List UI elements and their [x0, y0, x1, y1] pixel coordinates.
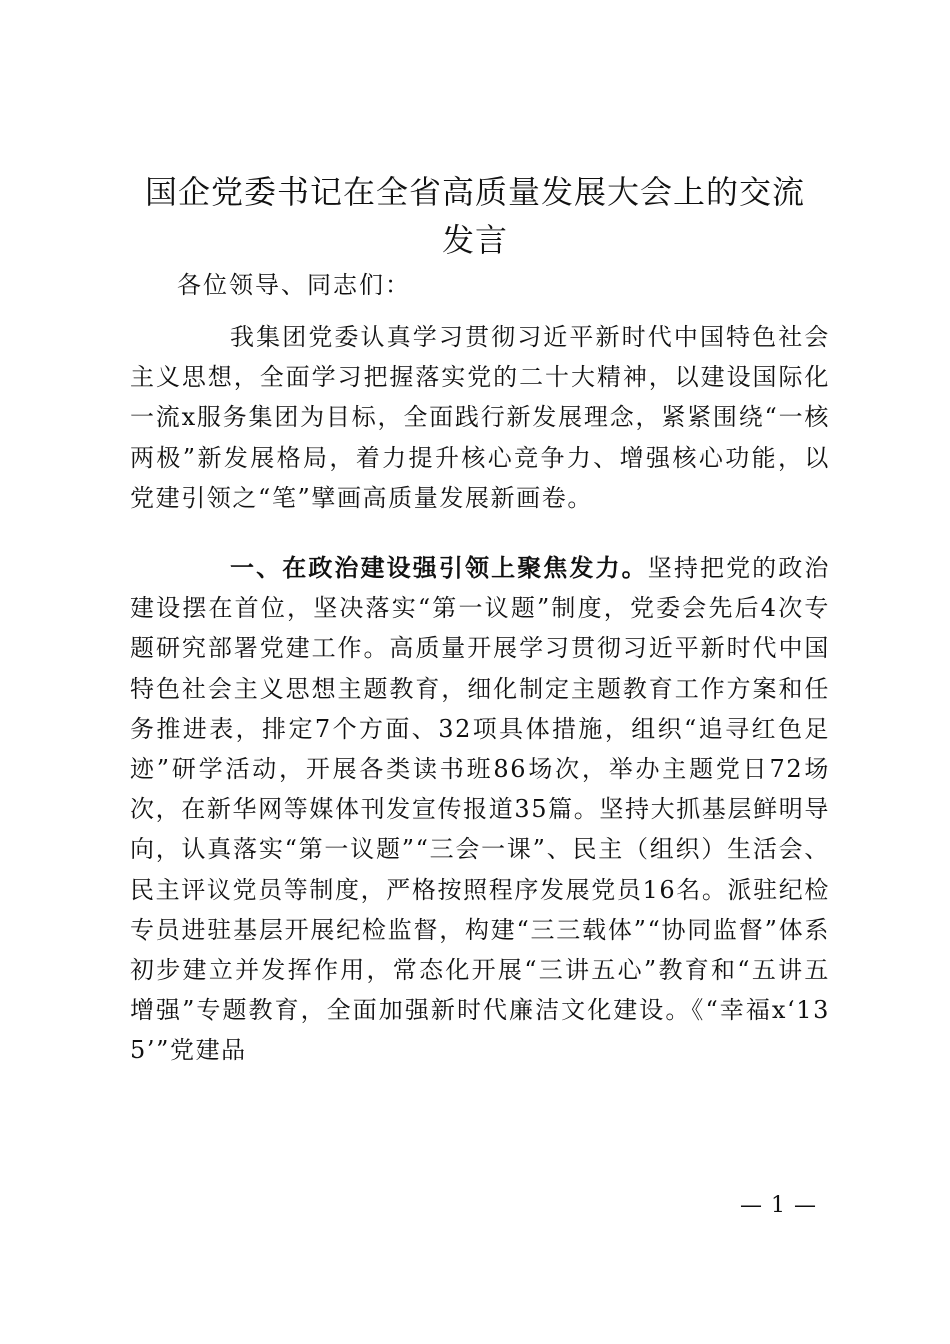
title-line-1: 国企党委书记在全省高质量发展大会上的交流 — [144, 173, 805, 211]
section-1-body: 坚持把党的政治建设摆在首位，坚决落实“第一议题”制度，党委会先后4次专题研究部署党建工作。高质量开展学习贯彻习近平新时代中国特色社会主义思想主题教育，细化制定主题教育工作方案和任务推进表，排定7个方面、32项具体措施，组织“追寻红色足迹”研学活动，开展各类读书班86场次，举办主题党日72场次，在新华网等媒体刊发宣传报道35篇。坚持大抓基层鲜明导向，认真落实“第一议题”“三会一课”、民主（组织）生活会、民主评议党员等制度，严格按照程序发展党员16名。派驻纪检专员进驻基层开展纪检监督，构建“三三载体”“协同监督”体系初步建立并发挥作用，常态化开展“三讲五心”教育和“五讲五增强”专题教育，全面加强新时代廉洁文化建设。《“幸福x‘135’”党建品 — [130, 554, 831, 1065]
title-line-2: 发言 — [441, 221, 508, 259]
section-1-paragraph — [130, 548, 830, 1071]
document-title — [100, 168, 850, 264]
page-number: — 1 — — [740, 1193, 817, 1218]
salutation: 各位领导、同志们： — [177, 271, 411, 299]
section-1-heading: 一、在政治建设强引领上聚焦发力。 — [230, 554, 648, 582]
intro-paragraph: 我集团党委认真学习贯彻习近平新时代中国特色社会主义思想，全面学习把握落实党的二十大精神，以建设国际化一流x服务集团为目标，全面践行新发展理念，紧紧围绕“一核两极”新发展格局，着力提升核心竞争力、增强核心功能，以党建引领之“笔”擘画高质量发展新画卷。 — [130, 323, 830, 512]
